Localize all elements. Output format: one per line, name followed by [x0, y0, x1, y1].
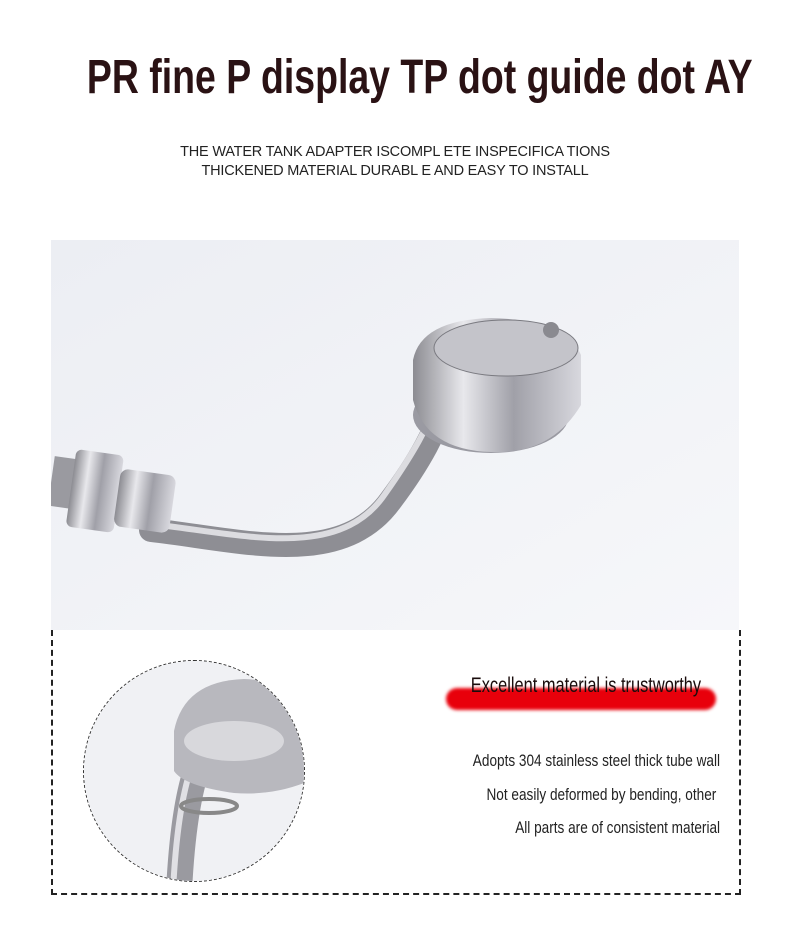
feature-line-1: Adopts 304 stainless steel thick tube wall [472, 751, 720, 770]
product-photo [51, 240, 739, 630]
closeup-image [83, 660, 305, 882]
subtitle-line-2: THICKENED MATERIAL DURABL E AND EASY TO INSTALL [201, 163, 589, 179]
page-title: PR fine P display TP dot guide dot AY [86, 51, 753, 104]
highlight-heading [440, 672, 720, 712]
highlight-text: Excellent material is trustworthy [470, 674, 702, 697]
feature-line-3: All parts are of consistent material [515, 818, 720, 837]
feature-line-2: Not easily deformed by bending, other [486, 785, 716, 804]
subtitle-line-1: THE WATER TANK ADAPTER ISCOMPL ETE INSPECIFICA TIONS [180, 144, 610, 160]
